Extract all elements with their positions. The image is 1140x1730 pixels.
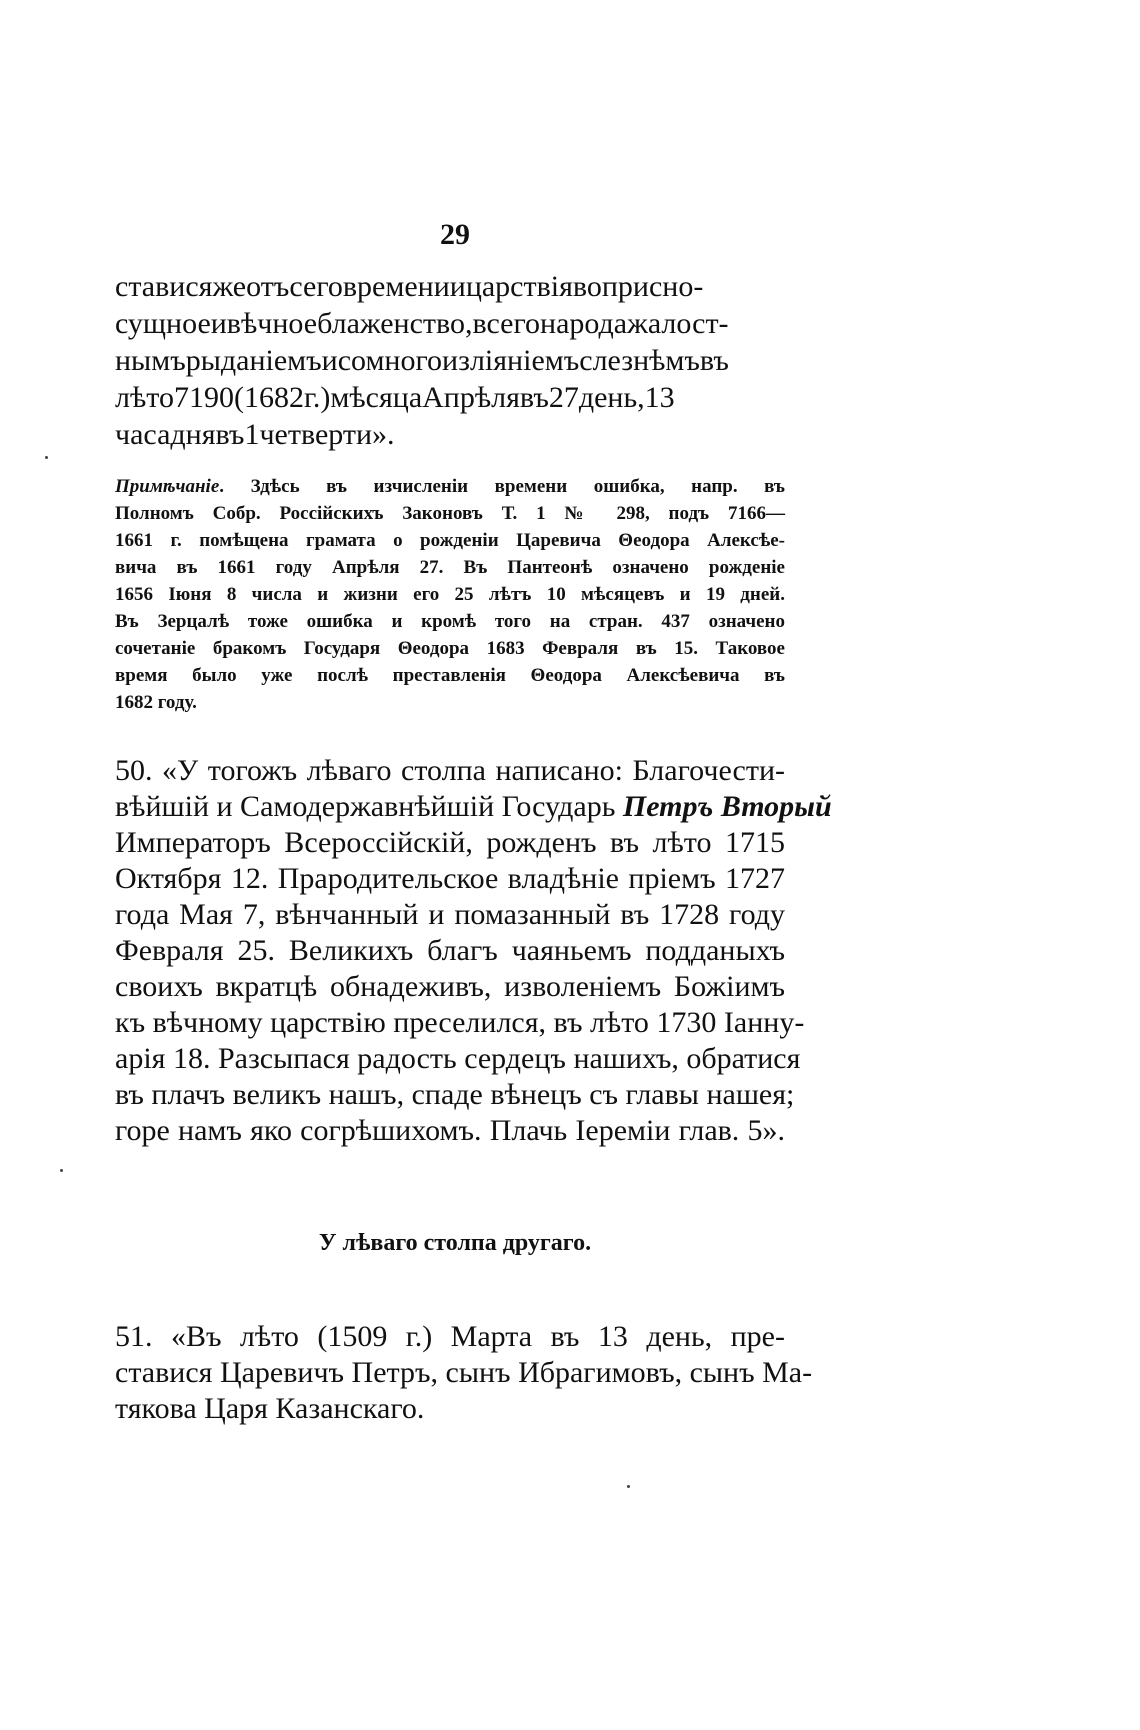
note-line: Полномъ Собр. Россійскихъ Законовъ Т. 1 № 298, подъ 7166— <box>115 503 785 524</box>
note-line: 1656 Іюня 8 числа и жизни его 25 лѣтъ 10 мѣсяцевъ и 19 дней. <box>115 584 785 605</box>
note-line <box>115 477 785 496</box>
note-label: Примѣчаніе <box>115 476 220 497</box>
text-line: часаднявъ1четверти». <box>115 418 395 451</box>
scan-speck <box>45 456 48 459</box>
text-line: своихъ вкратцѣ обнадеживъ, изволеніемъ Божіимъ <box>115 970 785 1003</box>
text-line: сущноеивѣчноеблаженство,всегонародажалост- <box>115 307 729 340</box>
note-line: сочетаніе бракомъ Государя Θеодора 1683 Февраля въ 15. Таковое <box>115 638 785 659</box>
text-line: года Мая 7, вѣнчанный и помазанный въ 1728 году <box>115 898 785 931</box>
text-line: стависяжеотъсеговремениицарствіявоприсно- <box>115 270 704 303</box>
text-line: нымърыданіемъисомногоизліяніемъслезнѣмъвъ <box>115 344 729 377</box>
section-heading: У лѣваго столпа другаго. <box>318 1230 592 1256</box>
text-line: ставися Царевичъ Петръ, сынъ Ибрагимовъ, сынъ Ма- <box>115 1356 813 1389</box>
text-line: Октября 12. Прародительское владѣніе пріемъ 1727 <box>115 862 785 895</box>
emperor-name: Петръ Вторый <box>622 790 832 823</box>
text-line: арія 18. Разсыпася радость сердецъ нашихъ, обратися <box>115 1042 801 1075</box>
text-segment: вѣйшій и Самодержавнѣйшій Государь <box>115 790 623 823</box>
text-line: 51. «Въ лѣто (1509 г.) Марта въ 13 день, пре- <box>115 1320 785 1353</box>
note-line: Въ Зерцалѣ тоже ошибка и кромѣ того на стран. 437 означено <box>115 611 785 632</box>
text-line: Императоръ Всероссійскій, рожденъ въ лѣто 1715 <box>115 826 785 859</box>
text-line: Февраля 25. Великихъ благъ чаяньемъ подданыхъ <box>115 934 785 967</box>
text-line <box>115 790 832 823</box>
text-line: лѣто7190(1682г.)мѣсяцаАпрѣлявъ27день,13 <box>115 381 675 414</box>
note-line: время было уже послѣ преставленія Θеодора Алексѣевича въ <box>115 665 785 686</box>
text-line: горе намъ яко согрѣшихомъ. Плачь Іереміи глав. 5». <box>115 1114 785 1147</box>
text-line: къ вѣчному царствію преселился, въ лѣто 1730 Іанну- <box>115 1006 805 1039</box>
text-line: въ плачъ великъ нашъ, спаде вѣнецъ съ главы нашея; <box>115 1078 795 1111</box>
scan-speck <box>60 1169 63 1172</box>
text-line: 50. «У тогожъ лѣваго столпа написано: Благочести- <box>115 754 785 787</box>
note-line: 1682 году. <box>115 692 197 713</box>
text-line: тякова Царя Казанскаго. <box>115 1392 425 1425</box>
note-line: вича въ 1661 году Апрѣля 27. Въ Пантеонѣ означено рожденіе <box>115 557 785 578</box>
page-number: 29 <box>440 218 470 251</box>
note-line-text: . Здѣсь въ изчисленіи времени ошибка, напр. въ <box>219 476 785 497</box>
note-line: 1661 г. помѣщена грамата о рожденіи Царевича Θеодора Алексѣе- <box>115 530 785 551</box>
scan-speck <box>627 1485 630 1488</box>
